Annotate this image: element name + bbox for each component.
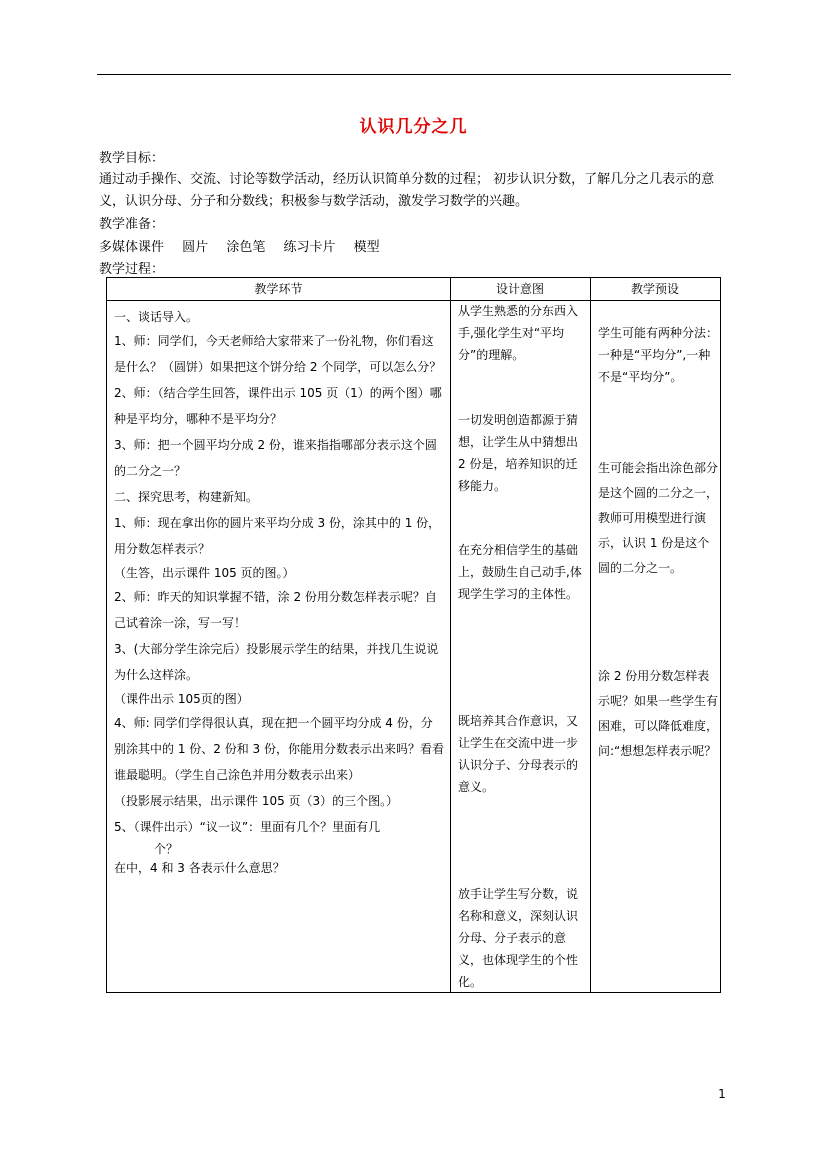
step-text: 2、师：（结合学生回答，课件出示 105 页（1）的两个图）哪种是平均分，哪种不是平均分？	[114, 386, 442, 426]
step-text: 个？	[154, 842, 179, 856]
prep-item: 模型	[353, 240, 380, 255]
step-text: 一、谈话导入。	[114, 310, 199, 324]
intent-block: 放手让学生写分数，说名称和意义，深刻认识分母、分子表示的意义，也体现学生的个性化。	[458, 887, 579, 989]
preset-block: 学生可能有两种分法：一种是“平均分”,一种不是“平均分”。	[598, 326, 719, 384]
step-text: 二、探究思考，构建新知。	[114, 490, 259, 504]
step-text: （课件出示 105页的图）	[114, 692, 249, 706]
step-text: 5、（课件出示）“议一议”：里面有几个？里面有几	[114, 820, 381, 834]
header-steps: 教学环节	[254, 282, 303, 296]
header-divider	[107, 300, 720, 301]
header-rule	[97, 74, 731, 75]
header-preset: 教学预设	[630, 282, 679, 296]
lesson-table	[106, 277, 721, 993]
column-divider	[450, 278, 451, 992]
prep-item: 练习卡片	[283, 240, 336, 255]
prep-item: 多媒体课件	[99, 240, 165, 255]
preparation-heading: 教学准备：	[99, 217, 165, 232]
step-text: 1、师：同学们，今天老师给大家带来了一份礼物，你们看这是什么？（圆饼）如果把这个饼分给 2 个同学，可以怎么分？	[114, 334, 442, 374]
preset-block: 生可能会指出涂色部分是这个圆的二分之一，教师可用模型进行演示，认识 1 份是这个圆的二分之一。	[598, 461, 719, 575]
objectives-text: 通过动手操作、交流、讨论等数学活动，经历认识简单分数的过程； 初步认识分数，了解几分之几表示的意义，认识分母、分子和分数线；积极参与数学活动，激发学习数学的兴趣。	[99, 172, 715, 209]
step-text: （生答，出示课件 105 页的图。）	[114, 566, 295, 580]
intent-block: 在充分相信学生的基础上，鼓励生自己动手,体现学生学习的主体性。	[458, 543, 582, 601]
preparation-list	[99, 236, 394, 255]
prep-item: 涂色笔	[226, 240, 266, 255]
prep-item: 圆片	[182, 240, 209, 255]
column-divider	[590, 278, 591, 992]
intent-block: 一切发明创造都源于猜想，让学生从中猜想出 2 份是，培养知识的迁移能力。	[458, 413, 579, 493]
process-heading: 教学过程：	[99, 262, 165, 277]
step-text: 2、师：昨天的知识掌握不错，涂 2 份用分数怎样表示呢？自己试着涂一涂，写一写！	[114, 590, 437, 630]
step-text: 3、(大部分学生涂完后）投影展示学生的结果，并找几生说说为什么这样涂。	[114, 642, 439, 682]
objectives-heading: 教学目标：	[99, 151, 165, 166]
step-text: 1、师：现在拿出你的圆片来平均分成 3 份，涂其中的 1 份，用分数怎样表示？	[114, 516, 441, 556]
header-intent: 设计意图	[495, 282, 544, 296]
preset-block: 涂 2 份用分数怎样表示呢？如果一些学生有困难，可以降低难度，问:“想想怎样表示呢？	[598, 669, 719, 758]
step-text: 在中，4 和 3 各表示什么意思？	[114, 861, 285, 875]
step-text: 4、师: 同学们学得很认真，现在把一个圆平均分成 4 份，分别涂其中的 1 份、2 份和 3 份，你能用分数表示出来吗？看看谁最聪明。（学生自己涂色并用分数表示出来）	[114, 716, 444, 782]
page-title: 认识几分之几	[359, 117, 468, 137]
intent-block: 既培养其合作意识，又让学生在交流中进一步认识分子、分母表示的意义。	[458, 714, 579, 794]
steps-column	[114, 306, 444, 878]
step-text: 3、师：把一个圆平均分成 2 份，谁来指指哪部分表示这个圆的二分之一？	[114, 438, 437, 478]
intent-block: 从学生熟悉的分东西入手,强化学生对“平均分”的理解。	[458, 304, 579, 362]
step-text: （投影展示结果，出示课件 105 页（3）的三个图。）	[114, 794, 399, 808]
page-number: 1	[718, 1087, 726, 1101]
